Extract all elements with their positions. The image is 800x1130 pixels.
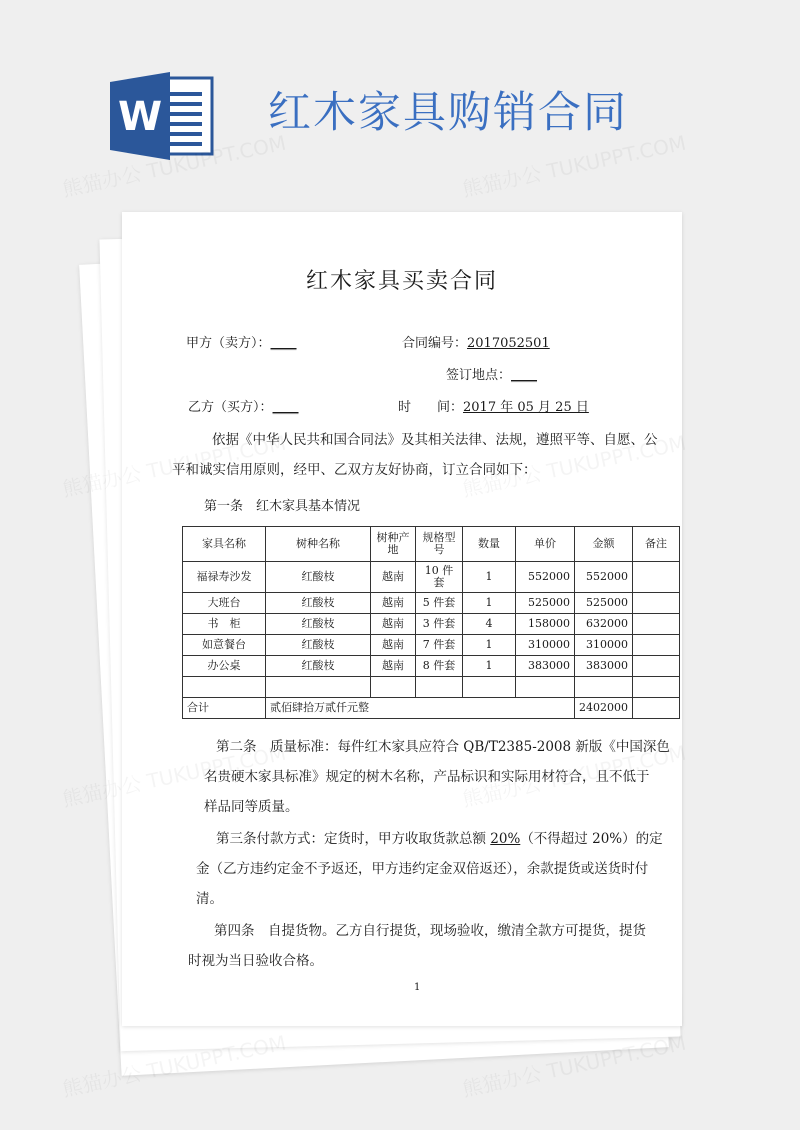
party-b-value: ____ (272, 400, 299, 415)
cell-origin: 越南 (371, 656, 416, 677)
cell-remarks (633, 656, 680, 677)
table-row (183, 562, 680, 593)
cell-unit-price: 525000 (516, 593, 575, 614)
header-qty: 数量 (463, 527, 516, 562)
sign-place-field (446, 364, 537, 383)
article-4-line-1: 第四条 自提货物。乙方自行提货，现场验收，缴清全款方可提货，提货 (214, 923, 646, 939)
cell-species: 红酸枝 (266, 614, 371, 635)
header-unit-price: 单价 (516, 527, 575, 562)
party-a-field (186, 332, 297, 351)
table-total-row (183, 698, 680, 719)
cell-amount: 525000 (575, 593, 633, 614)
watermark (459, 127, 688, 203)
word-document-icon (110, 72, 216, 160)
cell-amount: 632000 (575, 614, 633, 635)
cell-amount: 310000 (575, 635, 633, 656)
contract-no-field (402, 332, 577, 351)
cell-name: 办公桌 (183, 656, 266, 677)
cell-name: 如意餐台 (183, 635, 266, 656)
contract-no-label: 合同编号： (402, 336, 468, 351)
cell-species: 红酸枝 (266, 593, 371, 614)
cell-remarks (633, 593, 680, 614)
cell-remarks (633, 635, 680, 656)
cell-qty: 1 (463, 656, 516, 677)
article-2-line-3: 样品同等质量。 (204, 799, 299, 815)
cell-qty: 1 (463, 593, 516, 614)
header-spec: 规格型号 (416, 527, 463, 562)
cell-qty: 1 (463, 562, 516, 593)
table-row-empty (183, 677, 680, 698)
contract-no-value: 2017052501 (467, 336, 550, 351)
cell-species: 红酸枝 (266, 562, 371, 593)
cell-spec: 5 件套 (416, 593, 463, 614)
total-label: 合计 (183, 698, 266, 719)
cell-spec: 3 件套 (416, 614, 463, 635)
cell-remarks (633, 562, 680, 593)
cell-name: 福禄寿沙发 (183, 562, 266, 593)
cell-unit-price: 310000 (516, 635, 575, 656)
cell-species: 红酸枝 (266, 635, 371, 656)
cell-amount: 552000 (575, 562, 633, 593)
intro-line-2: 平和诚实信用原则，经甲、乙双方友好协商，订立合同如下： (172, 462, 537, 478)
total-amount: 2402000 (575, 698, 633, 719)
cell-unit-price: 158000 (516, 614, 575, 635)
cell-origin: 越南 (371, 562, 416, 593)
cell-qty: 1 (463, 635, 516, 656)
cell-unit-price: 552000 (516, 562, 575, 593)
article-4-line-2: 时视为当日验收合格。 (188, 953, 323, 969)
date-field (398, 396, 591, 415)
table-row (183, 593, 680, 614)
article-2-line-2: 名贵硬木家具标准》规定的树木名称，产品标识和实际用材符合，且不低于 (204, 769, 650, 785)
cell-unit-price: 383000 (516, 656, 575, 677)
cell-origin: 越南 (371, 635, 416, 656)
header-amount: 金额 (575, 527, 633, 562)
document-title: 红木家具买卖合同 (305, 269, 498, 294)
sign-place-label: 签订地点： (446, 368, 512, 383)
party-a-value: ____ (270, 336, 297, 351)
table-row (183, 635, 680, 656)
header-name: 家具名称 (183, 527, 266, 562)
article-3-line-3: 清。 (196, 891, 223, 907)
page-number: 1 (414, 982, 421, 993)
cell-species: 红酸枝 (266, 656, 371, 677)
sign-place-value: ____ (511, 368, 538, 383)
cell-origin: 越南 (371, 593, 416, 614)
furniture-table (182, 526, 680, 719)
cell-spec: 10 件套 (416, 562, 463, 593)
article-3-line-1 (216, 824, 663, 854)
cell-name: 书 柜 (183, 614, 266, 635)
date-value: 2017 年 05 月 25 日 (463, 400, 589, 415)
logo-letter: W (117, 94, 163, 140)
header-origin: 树种产地 (371, 527, 416, 562)
cell-origin: 越南 (371, 614, 416, 635)
article-3-text-b: （不得超过 20%）的定 (520, 831, 663, 847)
cell-spec: 7 件套 (416, 635, 463, 656)
banner-title: 红木家具购销合同 (268, 88, 628, 138)
cell-remarks (633, 614, 680, 635)
table-header-row (183, 527, 680, 562)
date-label: 时 间： (398, 400, 464, 415)
article-3-text-a: 第三条付款方式：定货时，甲方收取货款总额 (216, 831, 491, 847)
cell-name: 大班台 (183, 593, 266, 614)
party-a-label: 甲方（卖方）： (186, 336, 271, 351)
cell-amount: 383000 (575, 656, 633, 677)
intro-line-1: 依据《中华人民共和国合同法》及其相关法律、法规，遵照平等、自愿、公 (212, 432, 658, 448)
party-b-field (188, 396, 299, 415)
header-species: 树种名称 (266, 527, 371, 562)
cell-spec: 8 件套 (416, 656, 463, 677)
cell-qty: 4 (463, 614, 516, 635)
header-remarks: 备注 (633, 527, 680, 562)
article-3-line-2: 金（乙方违约定金不予返还，甲方违约定金双倍返还），余款提货或送货时付 (196, 861, 649, 877)
article-2-line-1: 第二条 质量标准：每件红木家具应符合 QB/T2385-2008 新版《中国深色 (216, 739, 670, 755)
party-b-label: 乙方（买方）： (188, 400, 273, 415)
table-row (183, 656, 680, 677)
deposit-percent: 20% (490, 831, 521, 847)
article-1-heading: 第一条 红木家具基本情况 (204, 499, 361, 514)
table-row (183, 614, 680, 635)
total-in-words: 贰佰肆拾万贰仟元整 (266, 698, 575, 719)
